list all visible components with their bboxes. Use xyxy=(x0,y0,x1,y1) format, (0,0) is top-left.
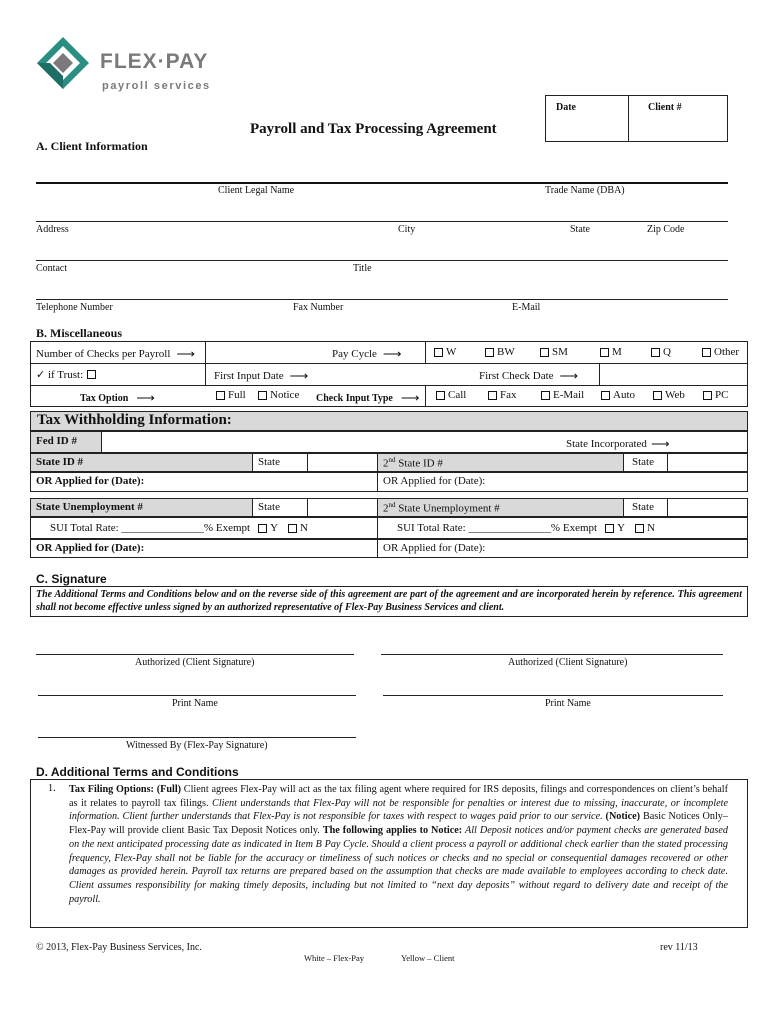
divider xyxy=(30,363,748,364)
state-id-label: State ID # xyxy=(36,456,84,468)
first-check-date-label xyxy=(479,368,578,384)
state-label-2: State xyxy=(632,456,654,468)
divider xyxy=(252,498,253,517)
sui-rate-right xyxy=(397,522,655,534)
checkbox[interactable] xyxy=(540,348,549,357)
option-label: Other xyxy=(714,346,740,358)
print-name-line[interactable] xyxy=(38,695,356,696)
divider xyxy=(36,260,728,261)
term-text-italic: Client understands that Flex-Pay will not be responsible for penalties or interest due to missing, inaccurate, or incomplete information. Client further understands that Flex-Pay is not responsible for taxes with respect to wages paid prior to our service. xyxy=(69,797,728,823)
term-notice-heading: The following applies to Notice: xyxy=(322,825,463,837)
copy-white: White – Flex-Pay xyxy=(304,953,364,963)
zip-label: Zip Code xyxy=(647,224,685,235)
tax-withholding-heading: Tax Withholding Information: xyxy=(37,412,232,428)
or-applied-label-4: OR Applied for (Date): xyxy=(383,542,486,554)
tax-option-notice[interactable] xyxy=(258,389,299,401)
print-name-label: Print Name xyxy=(172,698,218,709)
checkbox[interactable] xyxy=(288,524,297,533)
trade-name-label: Trade Name (DBA) xyxy=(545,185,625,196)
option-label: Q xyxy=(663,346,671,358)
input-type-auto[interactable] xyxy=(601,389,635,401)
client-legal-name-label: Client Legal Name xyxy=(218,185,295,196)
company-logo xyxy=(36,36,236,98)
witnessed-by-label: Witnessed By (Flex-Pay Signature) xyxy=(126,740,268,751)
option-label: N xyxy=(647,522,655,534)
divider xyxy=(377,539,378,558)
checkbox[interactable] xyxy=(651,348,660,357)
state-label-4: State xyxy=(632,501,654,513)
divider xyxy=(36,221,728,222)
divider xyxy=(425,341,426,363)
checkbox[interactable] xyxy=(258,524,267,533)
second-state-id-text: State ID # xyxy=(395,457,443,470)
term-text-italic: All Deposit notices and/or payment checks are generated based on the next anticipated processing date as indicated in Item B Pay Cycle. Should a client process a payroll or additional check earlier than the stated processing frequency, Flex-Pay shall not be liable for the accuracy or timeliness of such notices or checks and no special or consequential damages recovered or other damages as provided herein. Payroll tax returns are prepared based on the assumption that checks are made available to employees according to check date. Client assumes responsibility for making timely deposits, including but not limited to “next day deposits” without regard to delivery date and receipt of the payroll. xyxy=(69,825,728,905)
option-label: Y xyxy=(270,522,279,534)
second-state-unemployment-text: State Unemployment # xyxy=(395,502,500,515)
tax-option-label xyxy=(80,390,155,406)
print-name-line[interactable] xyxy=(383,695,723,696)
telephone-label: Telephone Number xyxy=(36,302,113,313)
checkbox[interactable] xyxy=(600,348,609,357)
ordinal-suffix: nd xyxy=(388,501,396,509)
checkbox[interactable] xyxy=(635,524,644,533)
divider xyxy=(307,453,308,472)
divider xyxy=(307,498,308,517)
sui-rate-text: SUI Total Rate: _______________% Exempt xyxy=(397,522,598,534)
authorized-signature-label-2: Authorized (Client Signature) xyxy=(508,657,628,668)
pay-cycle-m[interactable] xyxy=(600,346,622,358)
pay-cycle-q[interactable] xyxy=(651,346,671,358)
divider xyxy=(36,299,728,300)
pay-cycle-w[interactable] xyxy=(434,346,456,358)
sui-rate-text: SUI Total Rate: _______________% Exempt xyxy=(50,522,251,534)
print-name-label-2: Print Name xyxy=(545,698,591,709)
checkbox[interactable] xyxy=(434,348,443,357)
tax-option-text: Tax Option xyxy=(80,392,129,404)
arrow-right-icon: ⟶ xyxy=(382,346,402,361)
contact-label: Contact xyxy=(36,263,68,274)
option-label: Full xyxy=(228,389,246,401)
second-state-id-label xyxy=(383,456,443,470)
check-input-type-text: Check Input Type xyxy=(316,392,393,404)
option-label: W xyxy=(446,346,457,358)
logo-mark-icon xyxy=(36,36,90,90)
trust-option[interactable] xyxy=(36,368,99,381)
state-unemployment-label: State Unemployment # xyxy=(36,501,143,513)
divider xyxy=(667,453,668,472)
authorized-signature-label: Authorized (Client Signature) xyxy=(135,657,255,668)
or-applied-label-2: OR Applied for (Date): xyxy=(383,475,486,487)
divider xyxy=(377,453,378,472)
city-label: City xyxy=(398,224,416,235)
checkbox[interactable] xyxy=(605,524,614,533)
arrow-right-icon: ⟶ xyxy=(289,368,309,383)
state-label: State xyxy=(258,456,280,468)
pay-cycle-other[interactable] xyxy=(702,346,739,358)
checkbox[interactable] xyxy=(702,348,711,357)
section-a-heading: A. Client Information xyxy=(36,139,148,153)
divider xyxy=(667,498,668,517)
state-label-3: State xyxy=(258,501,280,513)
option-label: SM xyxy=(552,346,568,358)
input-type-fax[interactable] xyxy=(488,389,517,401)
sui-rate-left xyxy=(50,522,308,534)
checkbox[interactable] xyxy=(485,348,494,357)
date-label: Date xyxy=(556,102,576,113)
copy-yellow: Yellow – Client xyxy=(401,953,455,963)
second-state-unemployment-label xyxy=(383,501,500,515)
pay-cycle-label xyxy=(332,346,402,362)
divider xyxy=(623,453,624,472)
option-label: E-Mail xyxy=(553,389,585,401)
fax-label: Fax Number xyxy=(293,302,344,313)
checkbox[interactable] xyxy=(601,391,610,400)
section-d-heading: D. Additional Terms and Conditions xyxy=(36,765,239,779)
term-title: Tax Filing Options: (Full) xyxy=(69,784,182,795)
section-b-heading: B. Miscellaneous xyxy=(36,326,122,340)
term-notice-label: (Notice) xyxy=(602,811,641,823)
arrow-right-icon: ⟶ xyxy=(176,346,196,361)
ordinal-number: 2 xyxy=(383,457,389,470)
checkbox[interactable] xyxy=(541,391,550,400)
divider xyxy=(30,385,748,386)
option-label: Web xyxy=(665,389,685,401)
or-applied-label: OR Applied for (Date): xyxy=(36,475,145,487)
checkbox[interactable] xyxy=(87,370,96,379)
logo-tagline: payroll services xyxy=(102,80,211,92)
checks-per-payroll-label xyxy=(36,346,195,362)
checkbox[interactable] xyxy=(436,391,445,400)
state-incorporated-text: State Incorporated xyxy=(566,438,647,450)
input-type-web[interactable] xyxy=(653,389,685,401)
pay-cycle-bw[interactable] xyxy=(485,346,515,358)
copyright: © 2013, Flex-Pay Business Services, Inc. xyxy=(36,942,202,953)
witness-line[interactable] xyxy=(38,737,356,738)
term-text: Client agrees Flex-Pay will act as the tax filing agent where required for IRS deposits, filings and correspondences on client’s behalf as it relates to payroll tax filings. xyxy=(69,784,728,809)
title-label: Title xyxy=(353,263,372,274)
divider xyxy=(252,453,253,472)
input-type-pc[interactable] xyxy=(703,389,728,401)
page-title: Payroll and Tax Processing Agreement xyxy=(250,121,497,137)
check-input-type-label xyxy=(316,390,420,406)
checkbox[interactable] xyxy=(703,391,712,400)
divider xyxy=(599,363,600,385)
ordinal-number: 2 xyxy=(383,502,389,515)
or-applied-label-3: OR Applied for (Date): xyxy=(36,542,145,554)
divider xyxy=(425,385,426,407)
arrow-right-icon: ⟶ xyxy=(650,436,670,451)
date-client-box xyxy=(545,95,728,142)
checks-per-payroll-text: Number of Checks per Payroll xyxy=(36,348,171,360)
option-label: Fax xyxy=(500,389,517,401)
client-number-label: Client # xyxy=(648,102,682,113)
ordinal-suffix: nd xyxy=(388,456,396,464)
divider xyxy=(377,498,378,517)
option-label: Call xyxy=(448,389,467,401)
option-label: Y xyxy=(617,522,626,534)
tax-option-full[interactable] xyxy=(216,389,246,401)
checkbox[interactable] xyxy=(216,391,225,400)
option-label: Notice xyxy=(270,389,300,401)
first-check-date-text: First Check Date xyxy=(479,370,554,382)
state-incorporated-label xyxy=(566,436,670,452)
state-label: State xyxy=(570,224,590,235)
term-item xyxy=(69,783,728,906)
revision: rev 11/13 xyxy=(660,942,698,953)
arrow-right-icon: ⟶ xyxy=(559,368,579,383)
input-type-call[interactable] xyxy=(436,389,466,401)
logo-brand: FLEX·PAY xyxy=(100,50,209,73)
divider xyxy=(623,498,624,517)
divider xyxy=(377,472,378,492)
checkbox[interactable] xyxy=(653,391,662,400)
if-trust-text: ✓ if Trust: xyxy=(36,369,84,381)
pay-cycle-sm[interactable] xyxy=(540,346,568,358)
option-label: N xyxy=(300,522,308,534)
option-label: M xyxy=(612,346,622,358)
checkbox[interactable] xyxy=(258,391,267,400)
section-c-heading: C. Signature xyxy=(36,572,107,586)
input-type-email[interactable] xyxy=(541,389,584,401)
divider xyxy=(101,431,102,453)
option-label: PC xyxy=(715,389,729,401)
first-input-date-label xyxy=(214,368,308,384)
divider xyxy=(377,517,378,539)
option-label: Auto xyxy=(613,389,635,401)
address-label: Address xyxy=(36,224,69,235)
arrow-right-icon: ⟶ xyxy=(400,390,420,405)
tax-withholding-header xyxy=(30,411,748,431)
email-label: E-Mail xyxy=(512,302,541,313)
option-label: BW xyxy=(497,346,515,358)
checkbox[interactable] xyxy=(488,391,497,400)
divider xyxy=(205,341,206,385)
first-input-date-text: First Input Date xyxy=(214,370,284,382)
term-item-number: 1. xyxy=(48,783,56,794)
signature-notice: The Additional Terms and Conditions below and on the reverse side of this agreement are part of the agreement and are incorporated herein by reference. This agreement shall not become effective unless signed by an authorized representative of Flex-Pay Business Services and client. xyxy=(36,589,742,613)
signature-line[interactable] xyxy=(36,654,354,655)
term-text: Basic Notices Only– Flex-Pay will provide client Basic Tax Deposit Notices only. xyxy=(69,811,728,837)
pay-cycle-text: Pay Cycle xyxy=(332,348,377,360)
arrow-right-icon: ⟶ xyxy=(136,390,155,405)
divider xyxy=(36,182,728,184)
signature-line[interactable] xyxy=(381,654,723,655)
fed-id-label: Fed ID # xyxy=(36,435,77,447)
